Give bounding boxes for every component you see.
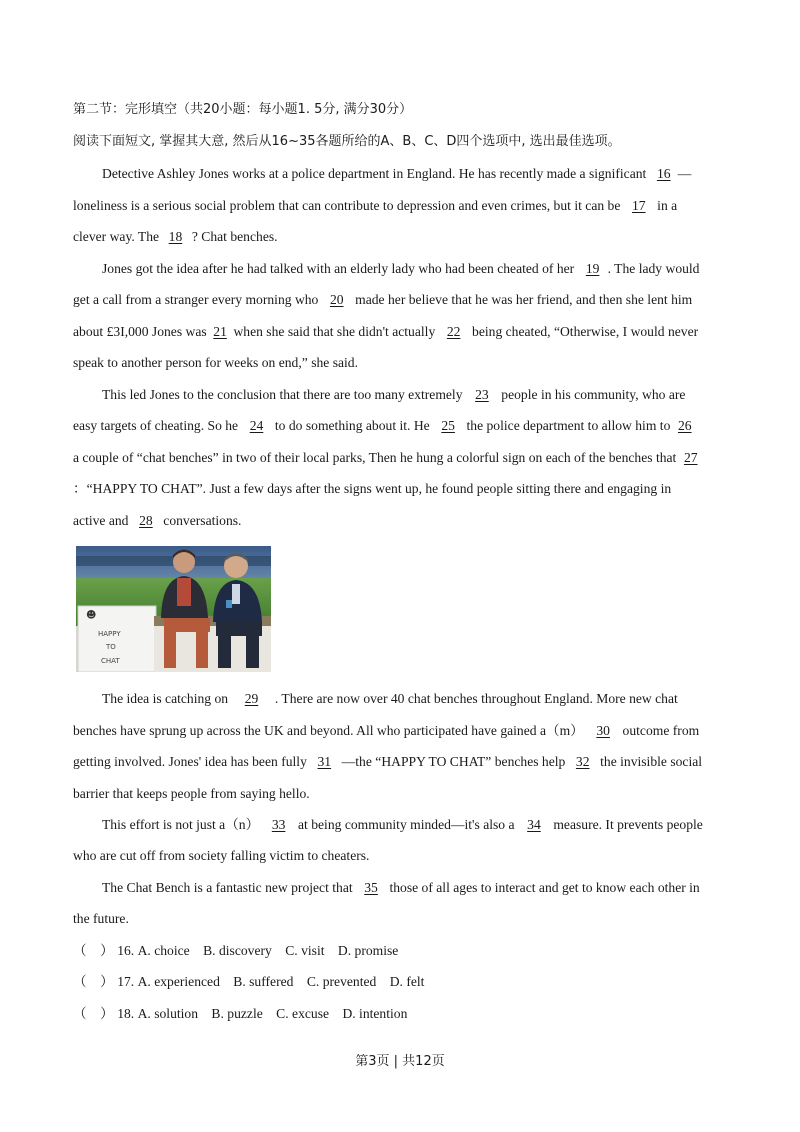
passage-line: benches have sprung up across the UK and beyond. All who participated have gained a（m） 30 outcome from (73, 723, 700, 738)
passage-line: the future. (73, 911, 129, 926)
blank-17: 17 (631, 198, 646, 213)
question-number: 16. (117, 943, 135, 958)
section-title: 第二节：完形填空（共20小题：每小题1. 5分, 满分30分） (73, 102, 413, 117)
blank-18: 18 (168, 229, 183, 244)
passage-line: ：“HAPPY TO CHAT”. Just a few days after the signs went up, he found people sitting there and engaging in (73, 481, 672, 496)
blank-23: 23 (475, 387, 489, 402)
question-number: 17. (117, 974, 135, 989)
answer-paren[interactable]: （ ） (73, 1006, 114, 1021)
sign-text-3: CHAT (101, 657, 120, 665)
sign-text-2: TO (106, 643, 116, 651)
passage-line: active and 28 conversations. (73, 513, 242, 528)
passage-line: getting involved. Jones' idea has been fully 31 —the “HAPPY TO CHAT” benches help 32 the invisible social (73, 754, 703, 769)
passage-line: barrier that keeps people from saying hello. (73, 786, 310, 801)
blank-20: 20 (329, 292, 344, 307)
passage-line: easy targets of cheating. So he 24 to do something about it. He 25 the police department to allow him to 26 (73, 417, 696, 435)
passage-line: a couple of “chat benches” in two of their local parks, Then he hung a colorful sign on each of the benches that 27 (73, 449, 702, 467)
blank-27: 27 (683, 450, 698, 465)
passage-line: Jones got the idea after he had talked with an elderly lady who had been cheated of her 19 . The lady would (102, 261, 700, 276)
passage-line: Detective Ashley Jones works at a police department in England. He has recently made a significant 16 — (102, 166, 692, 181)
passage-line: about £3I,000 Jones was 21 when she said that she didn't actually 22 being cheated, “Otherwise, I would never (73, 324, 699, 339)
option-d: D. promise (337, 943, 399, 958)
passage-line: get a call from a stranger every morning who 20 made her believe that he was her friend, and then she lent him (73, 292, 693, 307)
chat-bench-photo (76, 546, 271, 672)
blank-33: 33 (271, 817, 286, 832)
blank-30: 30 (596, 723, 610, 738)
option-d: D. intention (342, 1006, 408, 1021)
page-footer: 第3页 | 共12页 (355, 1054, 445, 1069)
option-b: B. discovery (203, 943, 272, 958)
option-c: C. visit (285, 943, 325, 958)
photo-illustration (76, 546, 271, 672)
option-a: A. solution (137, 1006, 199, 1021)
blank-16: 16 (656, 166, 671, 181)
option-b: B. suffered (233, 974, 294, 989)
blank-24: 24 (249, 418, 264, 433)
passage-line: This effort is not just a（n） 33 at being community minded—it's also a 34 measure. It prevents people (102, 817, 703, 832)
passage-line: The idea is catching on 29 . There are now over 40 chat benches throughout England. More new chat (102, 691, 678, 706)
passage-line: speak to another person for weeks on end,” she said. (73, 355, 359, 370)
blank-21: 21 (213, 324, 227, 339)
blank-31: 31 (317, 754, 332, 769)
question-number: 18. (117, 1006, 135, 1021)
option-d: D. felt (389, 974, 425, 989)
option-c: C. excuse (276, 1006, 330, 1021)
blank-32: 32 (575, 754, 590, 769)
blank-26: 26 (677, 418, 692, 433)
option-c: C. prevented (306, 974, 377, 989)
question-16 (73, 942, 398, 960)
answer-paren[interactable]: （ ） (73, 943, 114, 958)
blank-29: 29 (244, 691, 259, 706)
instructions: 阅读下面短文, 掌握其大意, 然后从16~35各题所给的A、B、C、D四个选项中, 选出最佳选项。 (73, 134, 621, 149)
passage-line: who are cut off from society falling victim to cheaters. (73, 848, 370, 863)
passage-line: clever way. The 18 ? Chat benches. (73, 229, 278, 244)
blank-22: 22 (446, 324, 461, 339)
option-a: A. experienced (137, 974, 220, 989)
blank-19: 19 (585, 261, 600, 276)
answer-paren[interactable]: （ ） (73, 974, 114, 989)
passage-line: The Chat Bench is a fantastic new project that 35 those of all ages to interact and get to know each other in (102, 880, 700, 895)
blank-25: 25 (441, 418, 455, 433)
blank-28: 28 (139, 513, 153, 528)
question-17 (73, 973, 424, 991)
passage-line: loneliness is a serious social problem that can contribute to depression and even crimes, but it can be 17 in a (73, 198, 678, 213)
blank-35: 35 (364, 880, 378, 895)
svg-text:☻: ☻ (86, 610, 97, 621)
option-b: B. puzzle (211, 1006, 263, 1021)
blank-34: 34 (527, 817, 541, 832)
passage-line: This led Jones to the conclusion that there are too many extremely 23 people in his community, who are (102, 387, 686, 402)
question-18 (73, 1005, 407, 1023)
option-a: A. choice (137, 943, 190, 958)
sign-text-1: HAPPY (98, 630, 121, 638)
